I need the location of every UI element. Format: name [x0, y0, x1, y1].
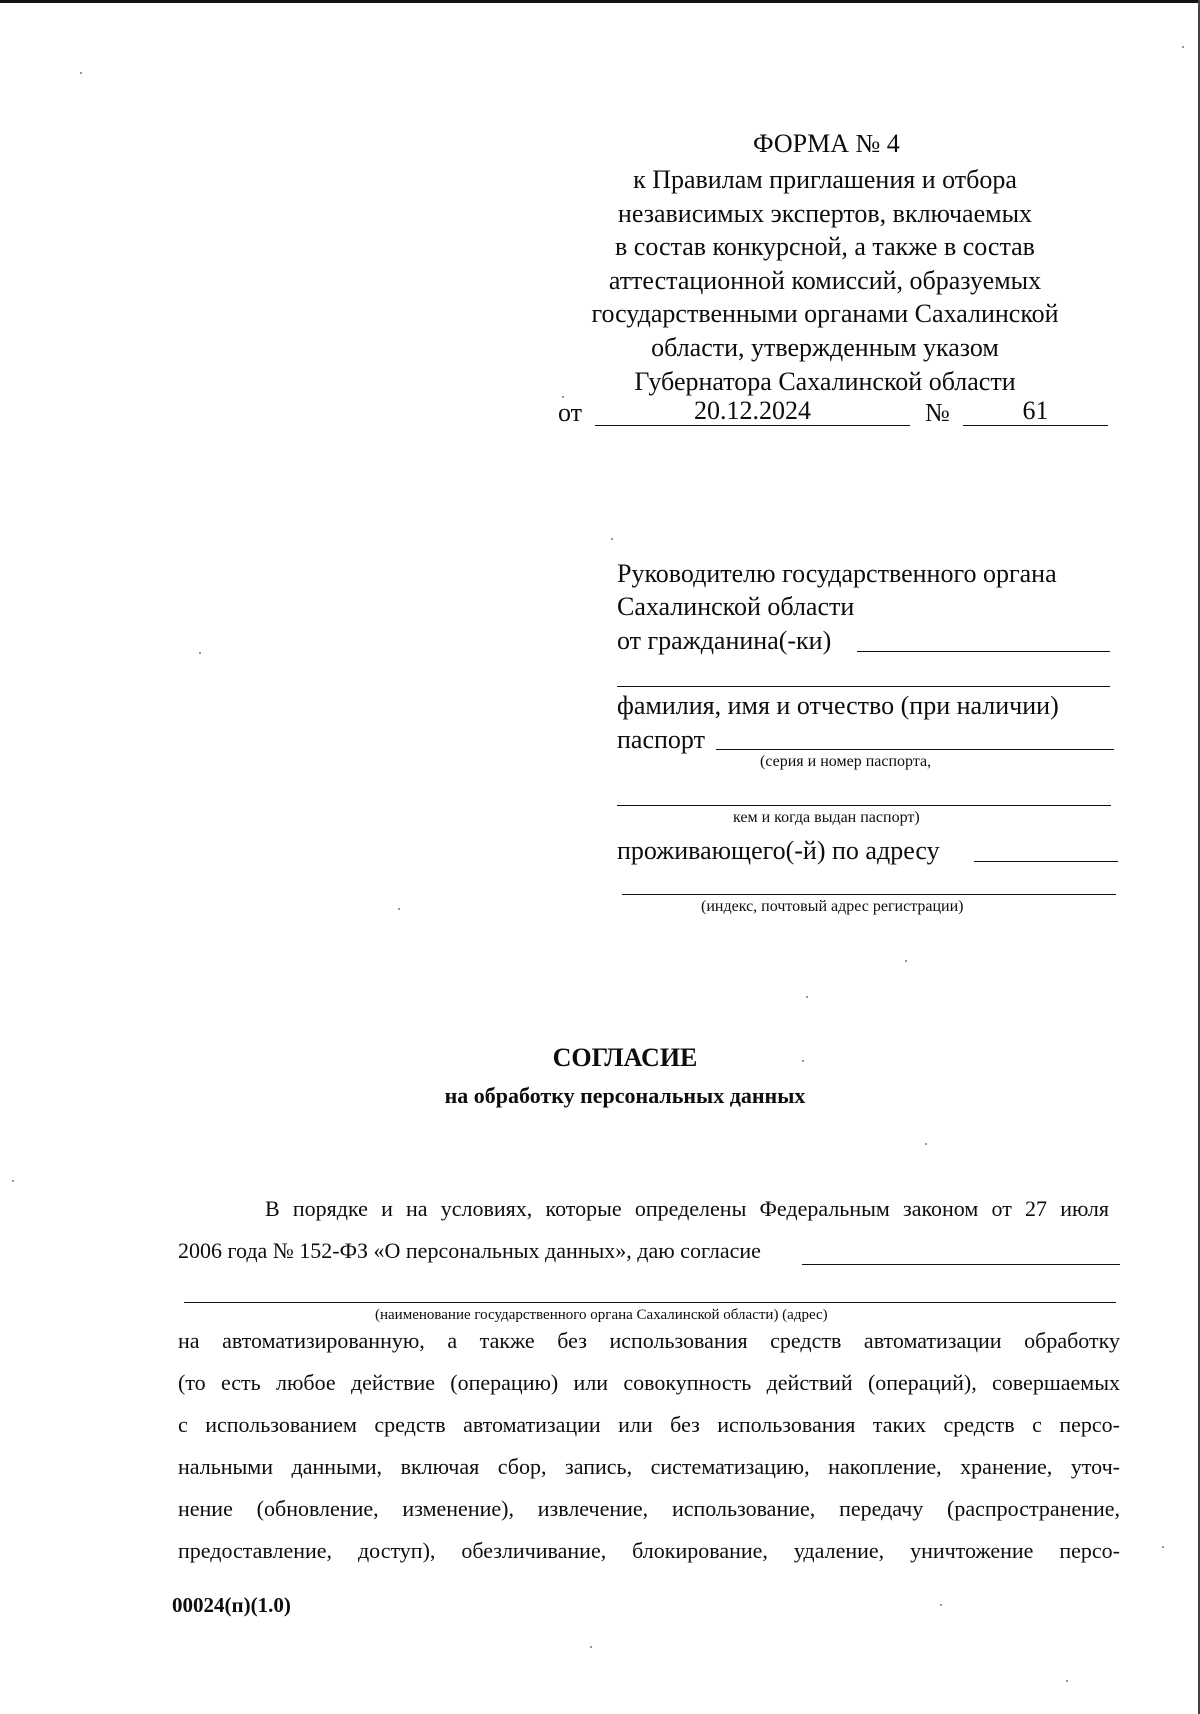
- document-code: 00024(п)(1.0): [172, 1593, 291, 1617]
- header-line: государственными органами Сахалинской: [591, 299, 1059, 329]
- consent-title: СОГЛАСИЕ: [552, 1043, 698, 1072]
- header-rules-text: [545, 163, 1105, 398]
- address-field-line-2: [622, 894, 1116, 895]
- consent-body-line: на автоматизированную, а также без использования средств автоматизации обработку: [178, 1328, 1120, 1353]
- header-line: аттестационной комиссий, образуемых: [608, 265, 1042, 295]
- org-caption: (наименование государственного органа Сахалинской области) (адрес): [375, 1307, 828, 1323]
- scan-speck: [1066, 1680, 1068, 1682]
- scan-speck: [590, 1646, 592, 1648]
- scan-speck: [925, 1143, 927, 1145]
- consent-body-line: с использованием средств автоматизации или без использования таких средств с персо-: [178, 1412, 1120, 1437]
- address-caption: (индекс, почтовый адрес регистрации): [701, 898, 964, 915]
- scan-speck: [1162, 1546, 1164, 1548]
- passport-label: паспорт: [617, 725, 705, 754]
- consent-body-line: нение (обновление, изменение), извлечение, использование, передачу (распространение,: [178, 1496, 1120, 1521]
- passport-caption-2: кем и когда выдан паспорт): [733, 809, 920, 826]
- date-value: 20.12.2024: [694, 396, 811, 425]
- addressee-line1: Руководителю государственного органа: [617, 559, 1057, 588]
- scan-speck: [806, 996, 808, 998]
- scan-speck: [611, 538, 613, 540]
- consent-body-line: предоставление, доступ), обезличивание, блокирование, удаление, уничтожение персо-: [178, 1538, 1120, 1563]
- scan-speck: [398, 908, 400, 910]
- scan-speck: [12, 1180, 14, 1182]
- passport-issued-line: [617, 805, 1111, 806]
- date-prefix: от: [558, 398, 583, 427]
- consent-org-field-line: [802, 1264, 1120, 1265]
- passport-field-line: [716, 749, 1114, 750]
- number-value: 61: [1022, 396, 1049, 425]
- header-line: в состав конкурсной, а также в состав: [615, 232, 1035, 262]
- consent-para-line1: В порядке и на условиях, которые определены Федеральным законом от 27 июля: [265, 1196, 1109, 1221]
- scan-top-edge: [0, 0, 1200, 3]
- from-field-line: [857, 651, 1110, 652]
- consent-org-field-line-2: [184, 1302, 1116, 1303]
- address-label: проживающего(-й) по адресу: [617, 836, 940, 865]
- scan-speck: [199, 652, 201, 654]
- consent-subtitle: на обработку персональных данных: [444, 1083, 806, 1108]
- consent-body-line: нальными данными, включая сбор, запись, систематизацию, накопление, хранение, уточ-: [178, 1454, 1120, 1479]
- passport-caption-1: (серия и номер паспорта,: [760, 753, 932, 770]
- header-line: области, утвержденным указом: [651, 332, 999, 362]
- scan-speck: [1182, 46, 1184, 48]
- consent-body-line: (то есть любое действие (операцию) или совокупность действий (операций), совершаемых: [178, 1370, 1120, 1395]
- form-title: ФОРМА № 4: [753, 129, 900, 158]
- header-line: независимых экспертов, включаемых: [617, 198, 1033, 228]
- scan-speck: [802, 1060, 804, 1062]
- fio-caption: фамилия, имя и отчество (при наличии): [617, 691, 1059, 720]
- address-field-line: [974, 861, 1118, 862]
- consent-para-line2: 2006 года № 152-ФЗ «О персональных данных», даю согласие: [178, 1238, 761, 1263]
- number-prefix: №: [925, 398, 950, 427]
- scan-speck: [80, 72, 82, 74]
- from-label: от гражданина(-ки): [617, 626, 832, 655]
- header-line: к Правилам приглашения и отбора: [633, 165, 1017, 194]
- scan-speck: [905, 960, 907, 962]
- fio-field-line: [617, 686, 1110, 687]
- scan-speck: [940, 1604, 942, 1606]
- scan-speck: [562, 396, 564, 398]
- header-line: Губернатора Сахалинской области: [634, 366, 1016, 396]
- addressee-line2: Сахалинской области: [617, 592, 855, 621]
